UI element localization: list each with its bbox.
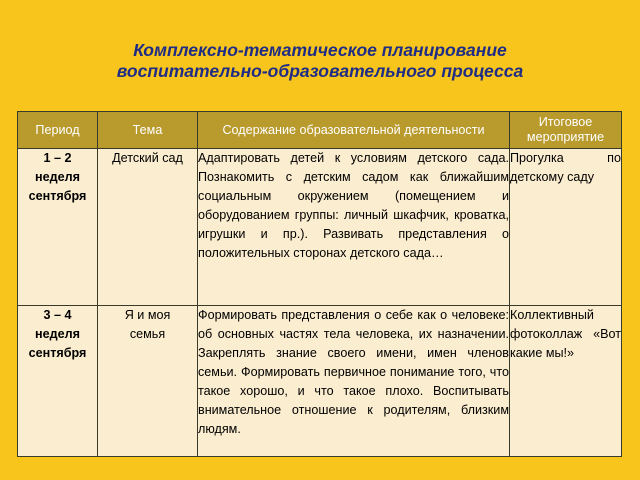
period-month: сентября [28, 189, 87, 203]
title-line-1: Комплексно-тематическое планирование [133, 40, 507, 60]
planning-table [17, 111, 622, 457]
topic-line-1: Я и моя [124, 308, 171, 322]
topic-cell: Детский сад [98, 149, 198, 306]
topic-line-2: семья [129, 327, 166, 341]
period-cell [18, 149, 98, 306]
table-row [18, 149, 622, 306]
content-cell: Адаптировать детей к условиям детского сада. Познакомить с детским садом как ближайшим социальным окружением (помещением и оборудованием группы: личный шкафчик, кроватка, игрушки и пр.). Развивать представления о положительных сторонах детского сада… [198, 149, 510, 306]
topic-cell [98, 306, 198, 457]
table-row [18, 306, 622, 457]
header-content: Содержание образовательной деятельности [198, 112, 510, 149]
header-event: Итоговое мероприятие [510, 112, 622, 149]
period-month: сентября [28, 346, 87, 360]
header-period: Период [18, 112, 98, 149]
content-cell: Формировать представления о себе как о человеке: об основных частях тела человека, их назначении. Закреплять знание своего имени, имен членов семьи. Формировать первичное понимание того, что такое хорошо, и что такое плохо. Воспитывать внимательное отношение к родителям, близким людям. [198, 306, 510, 457]
period-week-word: неделя [35, 327, 80, 341]
table-header-row [18, 112, 622, 149]
period-weeks: 3 – 4 [43, 308, 72, 322]
period-weeks: 1 – 2 [43, 151, 72, 165]
period-week-word: неделя [35, 170, 80, 184]
period-cell [18, 306, 98, 457]
header-topic: Тема [98, 112, 198, 149]
title-line-2: воспитательно-образовательного процесса [116, 61, 524, 81]
event-cell: Коллективный фотоколлаж «Вот какие мы!» [510, 306, 622, 457]
page-title [0, 40, 640, 82]
event-cell: Прогулка по детскому саду [510, 149, 622, 306]
